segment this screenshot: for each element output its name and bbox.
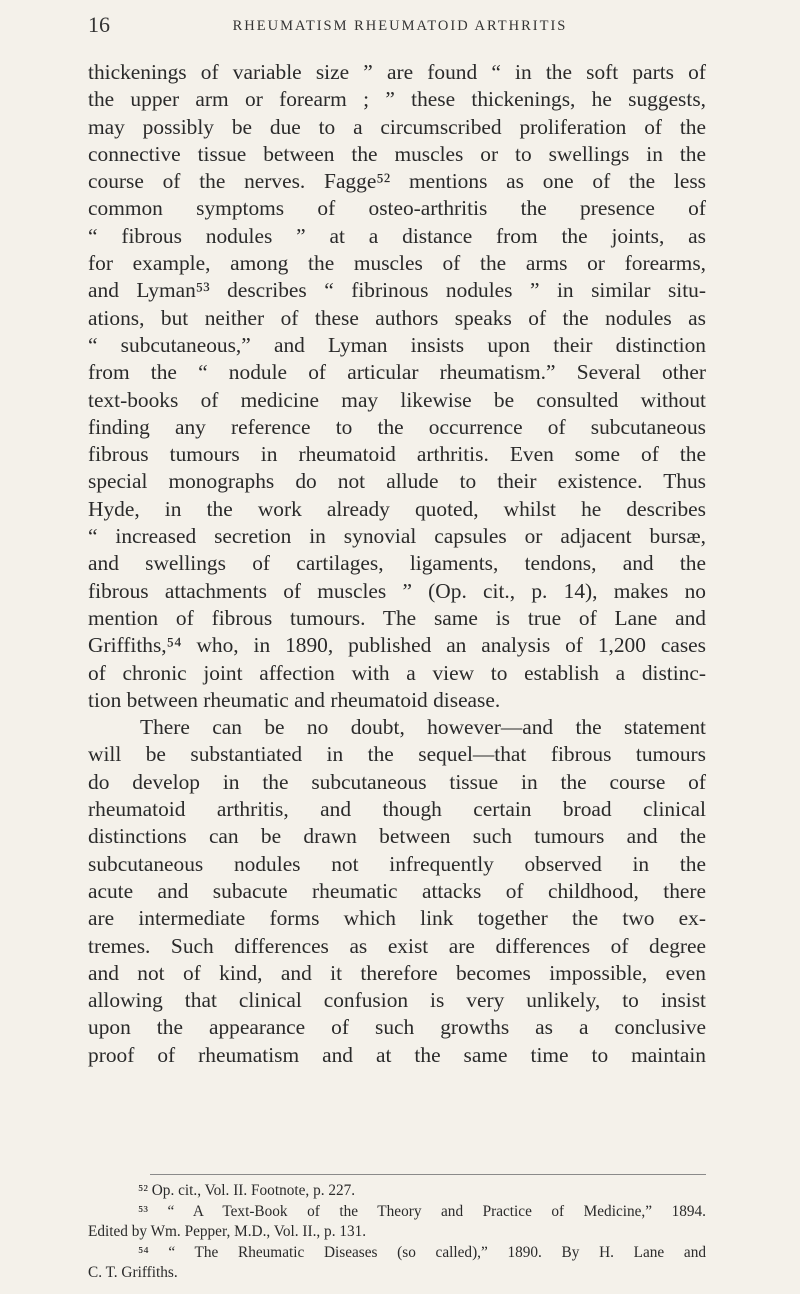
body-line: and Lyman⁵³ describes “ fibrinous nodules ” in similar situ- (88, 278, 706, 303)
body-line: will be substantiated in the sequel—that fibrous tumours (88, 742, 706, 767)
body-line: from the “ nodule of articular rheumatism.” Several other (88, 360, 706, 385)
body-line: subcutaneous nodules not infrequently observed in the (88, 851, 706, 876)
body-line: of chronic joint affection with a view to establish a distinc- (88, 660, 706, 685)
body-line: “ increased secretion in synovial capsules or adjacent bursæ, (88, 524, 706, 549)
body-line: thickenings of variable size ” are found “ in the soft parts of (88, 60, 706, 84)
body-line: Griffiths,⁵⁴ who, in 1890, published an analysis of 1,200 cases (88, 633, 706, 658)
body-line: connective tissue between the muscles or to swellings in the (88, 141, 706, 166)
body-line: “ fibrous nodules ” at a distance from the joints, as (88, 223, 706, 248)
body-line: and not of kind, and it therefore becomes impossible, even (88, 960, 706, 985)
footnote-divider (150, 1174, 706, 1175)
body-line: may possibly be due to a circumscribed proliferation of the (88, 114, 706, 139)
footnotes (88, 1181, 706, 1284)
footnote-line: ⁵² Op. cit., Vol. II. Footnote, p. 227. (138, 1182, 356, 1199)
body-line: mention of fibrous tumours. The same is true of Lane and (88, 605, 706, 630)
body-line: tremes. Such differences as exist are differences of degree (88, 933, 706, 958)
running-title: RHEUMATISM RHEUMATOID ARTHRITIS (232, 18, 568, 34)
body-line: for example, among the muscles of the arms or forearms, (88, 251, 706, 276)
body-line: ations, but neither of these authors speaks of the nodules as (88, 305, 706, 330)
body-line: “ subcutaneous,” and Lyman insists upon their distinction (88, 332, 706, 357)
page-header (88, 12, 712, 42)
body-line: distinctions can be drawn between such tumours and the (88, 824, 706, 849)
body-line: do develop in the subcutaneous tissue in the course of (88, 769, 706, 794)
body-line: proof of rheumatism and at the same time to maintain (88, 1042, 706, 1067)
body-line: There can be no doubt, however—and the statement (140, 715, 706, 740)
body-line: allowing that clinical confusion is very unlikely, to insist (88, 988, 706, 1013)
body-line: acute and subacute rheumatic attacks of childhood, there (88, 878, 706, 903)
body-line: special monographs do not allude to their existence. Thus (88, 469, 706, 494)
body-line: common symptoms of osteo-arthritis the presence of (88, 196, 706, 221)
body-line: Hyde, in the work already quoted, whilst he describes (88, 496, 706, 521)
footnote-line: ⁵⁴ “ The Rheumatic Diseases (so called),” 1890. By H. Lane and (138, 1243, 706, 1261)
body-line: text-books of medicine may likewise be consulted without (88, 387, 706, 412)
body-line: upon the appearance of such growths as a conclusive (88, 1015, 706, 1040)
footnote-line: C. T. Griffiths. (88, 1264, 178, 1282)
body-line: finding any reference to the occurrence of subcutaneous (88, 414, 706, 439)
body-text (88, 59, 706, 1069)
body-line: and swellings of cartilages, ligaments, tendons, and the (88, 551, 706, 576)
body-line: tion between rheumatic and rheumatoid disease. (88, 687, 501, 712)
body-line: are intermediate forms which link together the two ex- (88, 906, 706, 931)
page-number: 16 (88, 12, 110, 37)
body-line: fibrous tumours in rheumatoid arthritis. Even some of the (88, 442, 706, 467)
body-line: the upper arm or forearm ; ” these thickenings, he suggests, (88, 87, 706, 112)
body-line: fibrous attachments of muscles ” (Op. cit., p. 14), makes no (88, 578, 706, 603)
body-line: course of the nerves. Fagge⁵² mentions as one of the less (88, 169, 706, 194)
body-line: rheumatoid arthritis, and though certain broad clinical (88, 797, 706, 822)
footnote-line: Edited by Wm. Pepper, M.D., Vol. II., p. 131. (88, 1223, 367, 1241)
footnote-line: ⁵³ “ A Text-Book of the Theory and Practice of Medicine,” 1894. (138, 1202, 706, 1220)
